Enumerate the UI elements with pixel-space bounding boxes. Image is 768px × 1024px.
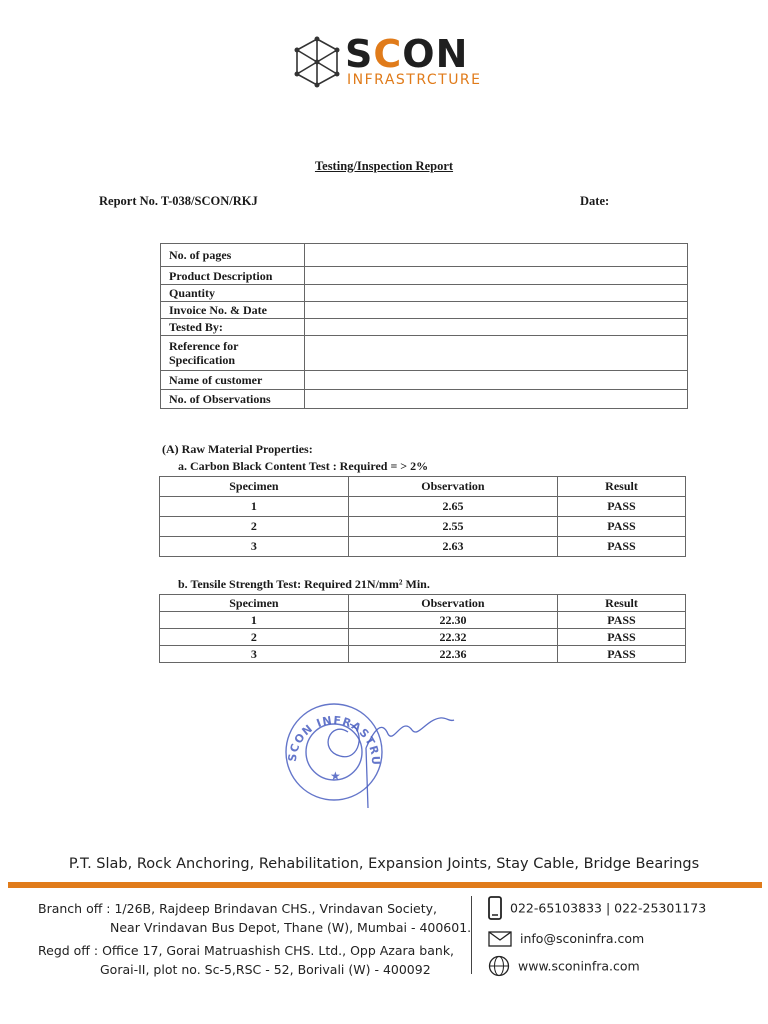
result-cell: PASS [558, 646, 686, 663]
page-title: Testing/Inspection Report [314, 159, 454, 173]
info-value [305, 244, 688, 267]
table-header-row [160, 477, 686, 497]
specimen-cell: 1 [160, 612, 349, 629]
info-row [161, 336, 688, 371]
info-label: No. of pages [161, 244, 305, 267]
table-row [160, 612, 686, 629]
website-contact[interactable] [488, 955, 640, 977]
table-row [160, 497, 686, 517]
logo-subtitle: INFRASTRCTURE [347, 72, 482, 88]
info-row [161, 302, 688, 319]
email-address[interactable]: info@sconinfra.com [520, 931, 645, 946]
specimen-cell: 2 [160, 629, 349, 646]
globe-icon [488, 955, 510, 977]
svg-text:★: ★ [330, 769, 341, 783]
specimen-cell: 3 [160, 537, 349, 557]
observation-cell: 2.63 [348, 537, 557, 557]
column-header: Observation [348, 477, 557, 497]
info-label: Name of customer [161, 371, 305, 390]
phone-numbers: 022-65103833 | 022-25301173 [510, 900, 707, 916]
info-value [305, 302, 688, 319]
observation-cell: 2.55 [348, 517, 557, 537]
phone-contact [488, 896, 706, 920]
info-row [161, 244, 688, 267]
info-value [305, 285, 688, 302]
info-label: Quantity [161, 285, 305, 302]
specimen-cell: 2 [160, 517, 349, 537]
website-url[interactable]: www.sconinfra.com [518, 958, 640, 974]
mobile-phone-icon [488, 896, 502, 920]
info-label: Product Description [161, 267, 305, 285]
column-header: Result [558, 595, 686, 612]
result-cell: PASS [558, 612, 686, 629]
table-row [160, 629, 686, 646]
info-row [161, 371, 688, 390]
info-row [161, 319, 688, 336]
table-row [160, 537, 686, 557]
info-label: Tested By: [161, 319, 305, 336]
footer-separator [471, 896, 472, 974]
table-header-row [160, 595, 686, 612]
result-cell: PASS [558, 517, 686, 537]
observation-cell: 22.32 [348, 629, 557, 646]
info-value [305, 371, 688, 390]
email-icon [488, 931, 512, 947]
info-value [305, 336, 688, 371]
regd-address-line1: Regd off : Office 17, Gorai Matruashish CHS. Ltd., Opp Azara bank, [38, 943, 455, 958]
regd-address-line2: Gorai-II, plot no. Sc-5,RSC - 52, Borivali (W) - 400092 [100, 962, 431, 977]
observation-cell: 22.36 [348, 646, 557, 663]
column-header: Observation [348, 595, 557, 612]
observation-cell: 2.65 [348, 497, 557, 517]
info-label: Reference for Specification [161, 336, 305, 371]
result-cell: PASS [558, 629, 686, 646]
info-label: Invoice No. & Date [161, 302, 305, 319]
table-row [160, 646, 686, 663]
observation-cell: 22.30 [348, 612, 557, 629]
company-logo [293, 32, 493, 92]
result-cell: PASS [558, 537, 686, 557]
result-cell: PASS [558, 497, 686, 517]
svg-text:SCON INFRASTRUCTURE: SCON INFRASTRU [285, 713, 383, 767]
column-header: Specimen [160, 477, 349, 497]
registered-address [38, 941, 454, 979]
column-header: Specimen [160, 595, 349, 612]
tensile-strength-test-heading: b. Tensile Strength Test: Required 21N/mm² Min. [178, 577, 430, 591]
footer-divider [8, 882, 762, 888]
date-label: Date: [580, 194, 610, 208]
column-header: Result [558, 477, 686, 497]
info-row [161, 390, 688, 409]
company-seal-and-signature [270, 690, 470, 810]
cube-logo-icon [293, 36, 341, 88]
branch-address [38, 899, 471, 937]
info-value [305, 267, 688, 285]
carbon-black-test-heading: a. Carbon Black Content Test : Required = > 2% [178, 459, 429, 473]
specimen-cell: 3 [160, 646, 349, 663]
logo-wordmark: SCON [345, 32, 469, 76]
services-tagline: P.T. Slab, Rock Anchoring, Rehabilitation, Expansion Joints, Stay Cable, Bridge Bearings [68, 856, 700, 872]
info-value [305, 390, 688, 409]
section-a-heading: (A) Raw Material Properties: [162, 442, 313, 456]
tensile-strength-table [159, 594, 686, 663]
info-row [161, 285, 688, 302]
report-info-table [160, 243, 688, 409]
info-row [161, 267, 688, 285]
table-row [160, 517, 686, 537]
branch-address-line2: Near Vrindavan Bus Depot, Thane (W), Mumbai - 400601. [110, 920, 472, 935]
specimen-cell: 1 [160, 497, 349, 517]
carbon-black-table [159, 476, 686, 557]
info-value [305, 319, 688, 336]
report-number: Report No. T-038/SCON/RKJ [99, 194, 258, 208]
branch-address-line1: Branch off : 1/26B, Rajdeep Brindavan CHS., Vrindavan Society, [38, 901, 438, 916]
email-contact[interactable] [488, 930, 644, 947]
info-label: No. of Observations [161, 390, 305, 409]
company-seal-icon [270, 690, 470, 810]
